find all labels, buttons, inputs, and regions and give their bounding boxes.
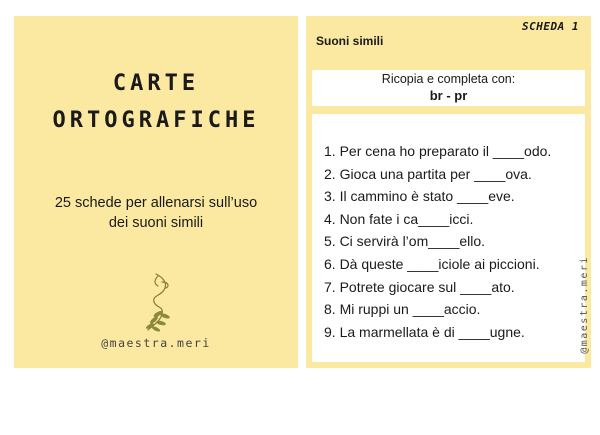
olive-branch-icon	[134, 270, 184, 334]
exercise-item: 1. Per cena ho preparato il ____odo.	[324, 143, 552, 159]
cover-subtitle-line2: dei suoni simili	[108, 215, 204, 231]
cover-title-line1: CARTE	[112, 71, 200, 96]
exercise-sheet-card	[306, 16, 591, 368]
exercise-item: 6. Dà queste ____iciole ai piccioni.	[324, 255, 540, 272]
exercise-list	[324, 140, 551, 343]
exercise-box	[312, 114, 585, 362]
cover-title-line2: ORTOGRAFICHE	[52, 108, 260, 133]
instruction-options: br - pr	[429, 88, 468, 103]
cover-card	[14, 16, 298, 368]
exercise-item: 9. La marmellata è di ____ugne.	[324, 323, 525, 340]
exercise-item: 3. Il cammino è stato ____eve.	[324, 188, 515, 205]
sheet-number-label: SCHEDA 1	[522, 20, 579, 33]
cover-subtitle	[34, 193, 278, 233]
exercise-item: 7. Potrete giocare sul ____ato.	[324, 278, 515, 295]
instruction-text: Ricopia e completa con:	[381, 72, 516, 86]
cover-handle: @maestra.meri	[101, 336, 211, 350]
exercise-item: 4. Non fate i ca____icci.	[324, 210, 474, 227]
sheet-handle-vertical: @maestra.meri	[579, 256, 590, 354]
cover-subtitle-line1: 25 schede per allenarsi sull’uso	[54, 195, 258, 211]
sheet-topic: Suoni simili	[316, 34, 384, 48]
exercise-item: 8. Mi ruppi un ____accio.	[324, 301, 481, 318]
instruction-box	[312, 70, 585, 106]
exercise-item: 2. Gioca una partita per ____ova.	[324, 165, 532, 182]
exercise-item: 5. Ci servirà l’om____ello.	[324, 233, 486, 250]
